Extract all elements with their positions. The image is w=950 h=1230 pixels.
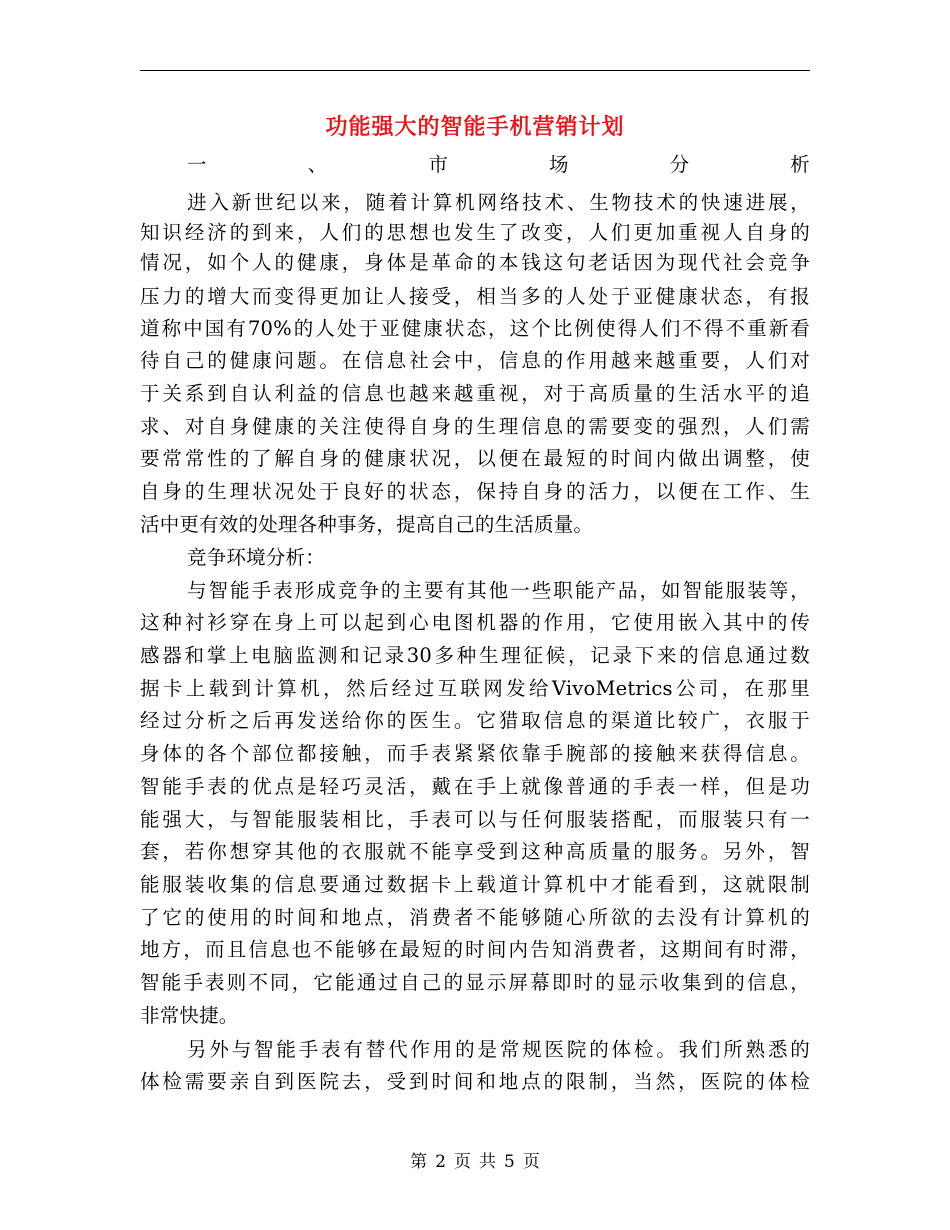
paragraph-line: 这种衬衫穿在身上可以起到心电图机器的作用，它使用嵌入其中的传 <box>140 611 810 634</box>
paragraph-line: 与智能手表形成竞争的主要有其他一些职能产品，如智能服装等， <box>187 579 810 602</box>
paragraph-line: 于关系到自认利益的信息也越来越重视，对于高质量的生活水平的追 <box>140 382 810 405</box>
footer-total-suffix: 页 <box>522 1152 540 1172</box>
paragraph-line: 活中更有效的处理各种事务，提高自己的生活质量。 <box>140 513 594 536</box>
footer-page-number: 2 <box>435 1152 446 1172</box>
paragraph-line: 智能手表的优点是轻巧灵活，戴在手上就像普通的手表一样，但是功 <box>140 775 810 798</box>
paragraph-line: 经过分析之后再发送给你的医生。它猎取信息的渠道比较广，衣服于 <box>140 709 810 732</box>
paragraph-line: 进入新世纪以来，随着计算机网络技术、生物技术的快速进展， <box>187 191 810 214</box>
header-rule <box>140 70 810 71</box>
paragraph-line: 地方，而且信息也不能够在最短的时间内告知消费者，这期间有时滞， <box>140 938 810 961</box>
footer-total-word: 共 <box>479 1152 496 1172</box>
paragraph-line: 自身的生理状况处于良好的状态，保持自身的活力，以便在工作、生 <box>140 480 810 503</box>
paragraph-line: 体检需要亲自到医院去，受到时间和地点的限制，当然，医院的体检 <box>140 1070 810 1093</box>
paragraph-line: 另外与智能手表有替代作用的是常规医院的体检。我们所熟悉的 <box>187 1038 810 1061</box>
paragraph-line: 非常快捷。 <box>140 1004 239 1027</box>
section-heading-competition: 竞争环境分析： <box>187 546 325 569</box>
paragraph-line: 能服装收集的信息要通过数据卡上载道计算机中才能看到，这就限制 <box>140 873 810 896</box>
paragraph-line: 求、对自身健康的关注使得自身的生理信息的需要变的强烈，人们需 <box>140 415 810 438</box>
paragraph-line: 要常常性的了解自身的健康状况，以便在最短的时间内做出调整，使 <box>140 447 810 470</box>
paragraph-line: 感器和掌上电脑监测和记录30多种生理征候，记录下来的信息通过数 <box>140 644 810 667</box>
paragraph-line: 能强大，与智能服装相比，手表可以与任何服装搭配，而服装只有一 <box>140 808 810 831</box>
footer-page-word: 页 <box>454 1152 471 1172</box>
paragraph-line: 套，若你想穿其他的衣服就不能享受到这种高质量的服务。另外，智 <box>140 840 810 863</box>
footer-total-pages: 5 <box>504 1152 515 1172</box>
paragraph-line: 情况，如个人的健康，身体是革命的本钱这句老话因为现代社会竞争 <box>140 251 810 274</box>
paragraph-line: 身体的各个部位都接触，而手表紧紧依靠手腕部的接触来获得信息。 <box>140 742 810 765</box>
footer-page-prefix: 第 <box>410 1152 428 1172</box>
paragraph-line: 道称中国有70%的人处于亚健康状态，这个比例使得人们不得不重新看 <box>140 317 810 340</box>
paragraph-line: 据卡上载到计算机，然后经过互联网发给VivoMetrics公司，在那里 <box>140 677 810 700</box>
paragraph-line: 待自己的健康问题。在信息社会中，信息的作用越来越重要，人们对 <box>140 349 810 372</box>
paragraph-line: 知识经济的到来，人们的思想也发生了改变，人们更加重视人自身的 <box>140 221 810 244</box>
page-footer <box>0 1150 950 1174</box>
section-heading-market-analysis: 一、市场分析 <box>187 153 810 176</box>
paragraph-line: 压力的增大而变得更加让人接受，相当多的人处于亚健康状态，有报 <box>140 285 810 308</box>
document-title: 功能强大的智能手机营销计划 <box>325 114 625 140</box>
paragraph-line: 智能手表则不同，它能通过自己的显示屏幕即时的显示收集到的信息， <box>140 971 810 994</box>
paragraph-line: 了它的使用的时间和地点，消费者不能够随心所欲的去没有计算机的 <box>140 906 810 929</box>
